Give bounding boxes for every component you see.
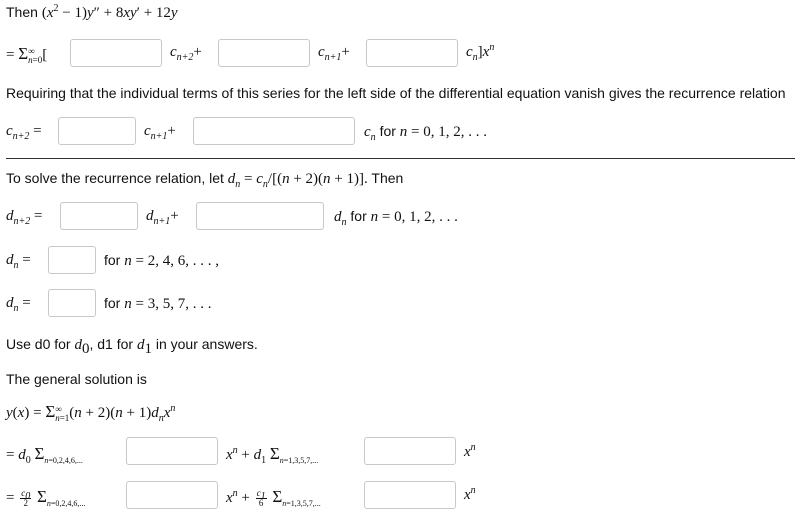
recurrence-instruction: Requiring that the individual terms of this series for the left side of the differential equation vanish gives the recurrence relation — [6, 85, 786, 101]
series-coeff-cn2-input[interactable] — [70, 39, 162, 67]
cn-rec-suffix: $c_n$ for n = 0, 1, 2, . . . — [364, 123, 488, 143]
in-answers-text: in your answers. — [155, 336, 258, 352]
for-label: for — [104, 252, 121, 268]
c1-sum-middle: $x^n$ + $\frac{c_1}{6}$ $\Sigma_{n=1,3,5,7,...}$ — [226, 487, 321, 509]
gen-even-2-input[interactable] — [126, 481, 218, 509]
series-coeff-cn1-input[interactable] — [218, 39, 310, 67]
even-condition: for n = 2, 4, 6, . . . , — [104, 252, 219, 269]
general-solution-label: The general solution is — [6, 371, 147, 387]
gen-odd-2-input[interactable] — [364, 481, 456, 509]
substitution-expression: $d_n = c_n/[(n + 2)(n + 1)]$. — [227, 171, 368, 190]
ode-expression: $(x^2 - 1)y'' + 8xy' + 12y$ — [41, 3, 178, 21]
d1-for-text: , d1 for — [89, 336, 134, 352]
d-odd-input[interactable] — [48, 289, 96, 317]
cn2-term: $c_{n+2}+$ — [170, 44, 202, 63]
to-solve-text: To solve the recurrence relation, let — [6, 170, 224, 186]
then-text: Then — [371, 170, 404, 186]
cn1-rec-term: $c_{n+1}+$ — [144, 123, 176, 142]
d0-sum-prefix: = $d_0$ $\Sigma_{n=0,2,4,6,...}$ — [6, 444, 83, 466]
then-label: Then — [6, 4, 38, 20]
xn-term: $x^n$ — [464, 485, 476, 503]
dn-odd-lhs: $d_n$ = — [6, 295, 31, 314]
recurrence-dn1-input[interactable] — [60, 202, 138, 230]
equation-line — [6, 4, 178, 22]
for-label: for — [350, 208, 367, 224]
series-coeff-cn-input[interactable] — [366, 39, 458, 67]
substitution-instruction — [6, 170, 403, 188]
d1-sum-middle: $x^n + d_1$ $\Sigma_{n=1,3,5,7,...}$ — [226, 444, 319, 466]
for-label: for — [104, 295, 121, 311]
dn-even-lhs: $d_n$ = — [6, 252, 31, 271]
dn2-lhs: $d_{n+2}$ = — [6, 208, 43, 227]
cn2-lhs: $c_{n+2}$ = — [6, 123, 42, 142]
xn-term: $x^n$ — [464, 442, 476, 460]
for-label: for — [379, 123, 396, 139]
use-d0-text: Use d0 for — [6, 336, 71, 352]
odd-condition: for n = 3, 5, 7, . . . — [104, 295, 212, 312]
recurrence-cn1-input[interactable] — [58, 117, 136, 145]
recurrence-dn-input[interactable] — [196, 202, 324, 230]
recurrence-cn-input[interactable] — [193, 117, 355, 145]
notation-instruction: Use d0 for $d_0$, d1 for $d_1$ in your answers. — [6, 336, 258, 357]
d-even-input[interactable] — [48, 246, 96, 274]
general-solution-formula: y(x) = Σ ∞ n=1 $(n + 2)(n + 1)d_nx^n$ — [6, 402, 176, 424]
gen-even-1-input[interactable] — [126, 437, 218, 465]
cn1-term: $c_{n+1}+$ — [318, 44, 350, 63]
gen-odd-1-input[interactable] — [364, 437, 456, 465]
c0-sum-prefix: = $\frac{c_0}{2}$ $\Sigma_{n=0,2,4,6,...}$ — [6, 487, 86, 509]
series-prefix: = Σ ∞ n=0 [ — [6, 44, 48, 65]
dn1-rec-term: $d_{n+1}+$ — [146, 208, 179, 227]
cn-xn-term: $c_n]x^n$ — [466, 42, 495, 63]
dn-rec-suffix: $d_n$ for n = 0, 1, 2, . . . — [334, 208, 458, 228]
divider — [6, 158, 795, 159]
